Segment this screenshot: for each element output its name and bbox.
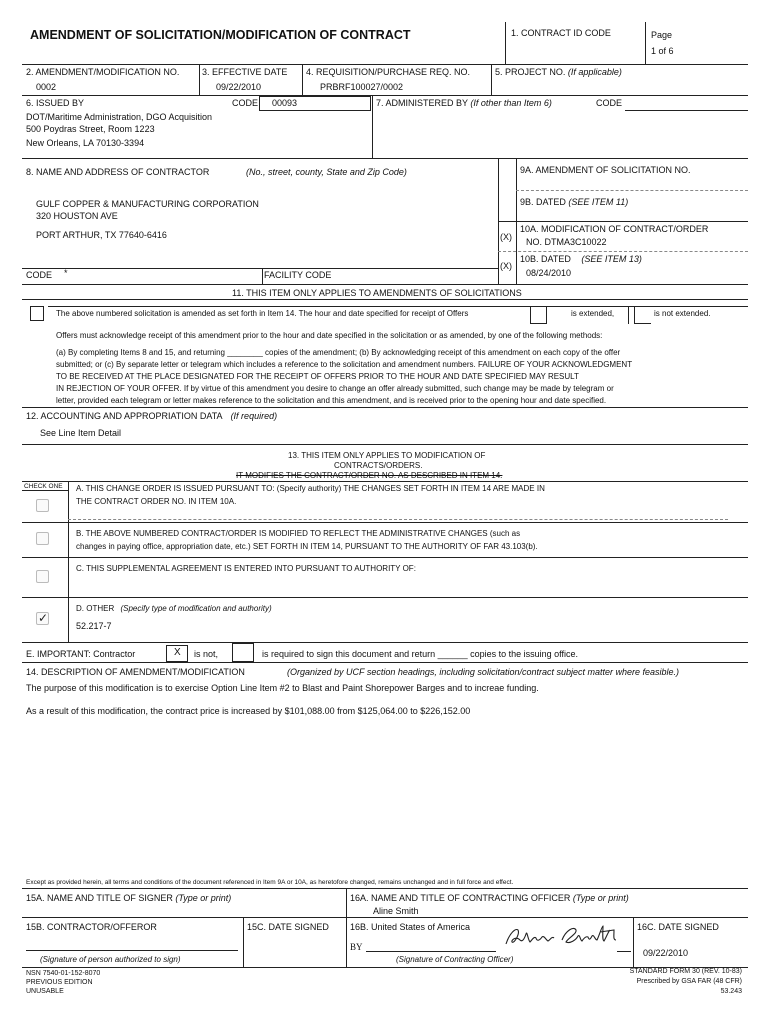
item-14-line2: As a result of this modification, the contract price is increased by $101,088.00 from $125,064.00 to $226,152.00 (26, 706, 471, 716)
amendment-no-label: 2. AMENDMENT/MODIFICATION NO. (26, 67, 180, 77)
is-not-label: is not, (194, 649, 219, 659)
item-11-para5: IN REJECTION OF YOUR OFFER. If by virtue of this amendment you desire to change an offer already submitted, such change may be made by telegram or (56, 384, 614, 393)
item-14-hint: (Organized by UCF section headings, including solicitation/contract subject matter where feasible.) (287, 667, 680, 677)
item-9b-label: 9B. DATED (SEE ITEM 11) (520, 197, 629, 207)
is-not-x-mark: X (174, 647, 181, 658)
item-16b-label: 16B. United States of America (350, 922, 471, 932)
option-d-checkbox[interactable] (36, 612, 49, 625)
option-c-line1: C. THIS SUPPLEMENTAL AGREEMENT IS ENTERED INTO PURSUANT TO AUTHORITY OF: (76, 564, 416, 573)
contractor-line1: GULF COPPER & MANUFACTURING CORPORATION (36, 199, 259, 209)
administered-code-label: CODE (596, 98, 623, 108)
nsn-line1: NSN 7540-01-152-8070 (26, 970, 101, 977)
item-12-label: 12. ACCOUNTING AND APPROPRIATION DATA (If required) (26, 411, 278, 421)
item-12-value: See Line Item Detail (40, 428, 122, 438)
option-a-line2: THE CONTRACT ORDER NO. IN ITEM 10A. (76, 497, 237, 506)
effective-date-label: 3. EFFECTIVE DATE (202, 67, 288, 77)
item-11-para3: submitted; or (c) By separate letter or telegram which includes a reference to the solicitation and amendment numbers. FAILURE OF YOUR ACKNOWLEDGMENT (56, 360, 633, 369)
item-11-heading: 11. THIS ITEM ONLY APPLIES TO AMENDMENTS OF SOLICITATIONS (232, 288, 522, 298)
option-b-line2: changes in paying office, appropriation date, etc.) SET FORTH IN ITEM 14, PURSUANT TO THE AUTHORITY OF FAR 43.103(b). (76, 542, 538, 551)
facility-code-label: FACILITY CODE (264, 270, 332, 280)
item-13-heading-1: 13. THIS ITEM ONLY APPLIES TO MODIFICATION OF (288, 451, 486, 460)
requisition-value: PRBRF100027/0002 (320, 82, 404, 92)
issued-by-label: 6. ISSUED BY (26, 98, 85, 108)
contractor-code-label: CODE (26, 270, 53, 280)
issued-code-label: CODE (232, 98, 259, 108)
not-extended-checkbox[interactable] (634, 306, 651, 324)
page-label: Page (651, 30, 673, 40)
standard-form-line3: 53.243 (720, 988, 742, 995)
nsn-line3: UNUSABLE (26, 988, 64, 995)
item-10b-x-mark: (X) (500, 261, 512, 271)
option-b-checkbox[interactable] (36, 532, 49, 545)
item-9a-label: 9A. AMENDMENT OF SOLICITATION NO. (520, 165, 691, 175)
item-11-checkbox[interactable] (30, 306, 44, 321)
contractor-hint: (No., street, county, State and Zip Code) (246, 167, 407, 177)
item-11-para2: (a) By completing Items 8 and 15, and returning ________ copies of the amendment; (b) By acknowledging receipt of this amendment on each copy of the offer (56, 348, 621, 357)
item-10a-value: NO. DTMA3C10022 (526, 237, 607, 247)
checkmark-icon: ✓ (38, 611, 49, 625)
item-14-label: 14. DESCRIPTION OF AMENDMENT/MODIFICATION (26, 667, 245, 677)
item-15a-label: 15A. NAME AND TITLE OF SIGNER (Type or print) (26, 893, 232, 903)
extended-label: is extended, (571, 309, 615, 318)
item-11-para4: TO BE RECEIVED AT THE PLACE DESIGNATED FOR THE RECEIPT OF OFFERS PRIOR TO THE HOUR AND DATE SPECIFIED MAY RESULT (56, 372, 579, 381)
by-label: BY (350, 942, 363, 952)
page-number: 1 of 6 (651, 46, 674, 56)
item-10a-label: 10A. MODIFICATION OF CONTRACT/ORDER (520, 224, 709, 234)
nsn-line2: PREVIOUS EDITION (26, 979, 93, 986)
amendment-no-value: 0002 (36, 82, 57, 92)
issuer-address-line1: DOT/Maritime Administration, DGO Acquisition (26, 112, 213, 122)
item-16c-label: 16C. DATE SIGNED (637, 922, 719, 932)
not-extended-label: is not extended. (654, 309, 711, 318)
item-11-para6: letter, provided each telegram or letter makes reference to the solicitation and this amendment, and is received prior to the opening hour and date specified. (56, 396, 607, 405)
signature-15-hint: (Signature of person authorized to sign) (40, 955, 181, 964)
contractor-line3: PORT ARTHUR, TX 77640-6416 (36, 230, 167, 240)
is-required-checkbox[interactable] (232, 643, 254, 662)
standard-form-line1: STANDARD FORM 30 (REV. 10-83) (629, 968, 742, 975)
contracting-officer-signature (502, 922, 622, 952)
option-d-label: D. OTHER (Specify type of modification and authority) (76, 604, 272, 613)
form-title: AMENDMENT OF SOLICITATION/MODIFICATION OF CONTRACT (30, 28, 411, 42)
signature-16-hint: (Signature of Contracting Officer) (396, 955, 514, 964)
contractor-code-value: * (64, 268, 68, 278)
option-b-line1: B. THE ABOVE NUMBERED CONTRACT/ORDER IS MODIFIED TO REFLECT THE ADMINISTRATIVE CHANGES (such as (76, 529, 521, 538)
item-10b-value: 08/24/2010 (526, 268, 572, 278)
option-a-checkbox[interactable] (36, 499, 49, 512)
issuer-address-line3: New Orleans, LA 70130-3394 (26, 138, 145, 148)
item-16c-value: 09/22/2010 (643, 948, 689, 958)
contract-id-label: 1. CONTRACT ID CODE (511, 28, 611, 38)
extended-checkbox[interactable] (530, 306, 547, 324)
item-13-heading-2: CONTRACTS/ORDERS. (334, 461, 423, 470)
project-no-label: 5. PROJECT NO. (If applicable) (495, 67, 622, 77)
contractor-label: 8. NAME AND ADDRESS OF CONTRACTOR (26, 167, 210, 177)
issued-code-value: 00093 (272, 98, 298, 108)
contractor-line2: 320 HOUSTON AVE (36, 211, 118, 221)
except-statement: Except as provided herein, all terms and conditions of the document referenced in Item 9A or 10A, as heretofore changed, remains unchanged and in full force and effect. (26, 879, 514, 886)
option-c-checkbox[interactable] (36, 570, 49, 583)
item-13-heading-3: IT MODIFIES THE CONTRACT/ORDER NO. AS DESCRIBED IN ITEM 14. (236, 471, 503, 480)
option-a-line1: A. THIS CHANGE ORDER IS ISSUED PURSUANT TO: (Specify authority) THE CHANGES SET FORTH IN ITEM 14 ARE MADE IN (76, 484, 545, 493)
item-15c-label: 15C. DATE SIGNED (247, 922, 329, 932)
item-14-line1: The purpose of this modification is to exercise Option Line Item #2 to Blast and Paint Shorepower Barges and to increae funding. (26, 683, 539, 693)
item-15b-label: 15B. CONTRACTOR/OFFEROR (26, 922, 157, 932)
requisition-label: 4. REQUISITION/PURCHASE REQ. NO. (306, 67, 471, 77)
issuer-address-line2: 500 Poydras Street, Room 1223 (26, 124, 155, 134)
item-10a-x-mark: (X) (500, 232, 512, 242)
standard-form-line2: Prescribed by GSA FAR (48 CFR) (636, 978, 742, 985)
administered-by-label: 7. ADMINISTERED BY (If other than Item 6) (376, 98, 552, 108)
option-d-value: 52.217-7 (76, 621, 112, 631)
item-11-line1: The above numbered solicitation is amended as set forth in Item 14. The hour and date specified for receipt of Offers (56, 309, 469, 318)
item-16a-value: Aline Smith (373, 906, 419, 916)
check-one-label: CHECK ONE (24, 483, 63, 490)
item-10b-label: 10B. DATED (SEE ITEM 13) (520, 254, 642, 264)
is-required-text: is required to sign this document and return ______ copies to the issuing office. (262, 649, 579, 659)
item-16a-label: 16A. NAME AND TITLE OF CONTRACTING OFFICER (Type or print) (350, 893, 629, 903)
important-label: E. IMPORTANT: Contractor (26, 649, 136, 659)
item-11-para1: Offers must acknowledge receipt of this amendment prior to the hour and date specified in the solicitation or as amended, by one of the following methods: (56, 331, 603, 340)
effective-date-value: 09/22/2010 (216, 82, 262, 92)
